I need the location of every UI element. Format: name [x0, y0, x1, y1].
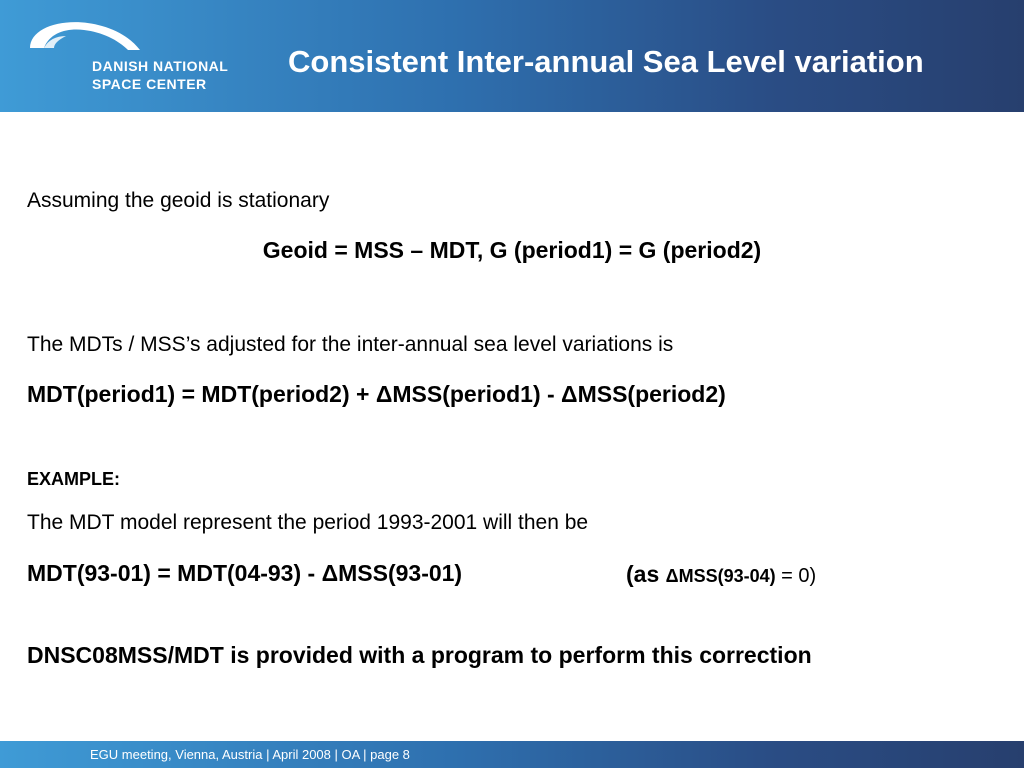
example-formula: MDT(93-01) = MDT(04-93) - ΔMSS(93-01) — [27, 560, 463, 586]
adjusted-intro-text: The MDTs / MSS’s adjusted for the inter-annual sea level variations is — [27, 333, 674, 356]
dome-logo-icon — [28, 18, 148, 58]
note-open: (as — [626, 561, 666, 587]
example-text: The MDT model represent the period 1993-2001 will then be — [27, 511, 589, 534]
slide-header — [0, 0, 1024, 112]
logo-text-line2: SPACE CENTER — [92, 76, 207, 92]
example-note — [626, 561, 816, 588]
note-tail: = 0) — [775, 565, 817, 587]
note-term: ΔMSS(93-04) — [665, 566, 776, 586]
assumption-text: Assuming the geoid is stationary — [27, 189, 330, 212]
example-label: EXAMPLE: — [27, 469, 121, 489]
slide-footer — [0, 741, 1024, 768]
dnsc-logo — [28, 18, 268, 98]
geoid-formula: Geoid = MSS – MDT, G (period1) = G (period2) — [262, 237, 762, 263]
conclusion-text: DNSC08MSS/MDT is provided with a program to perform this correction — [27, 642, 812, 668]
footer-text: EGU meeting, Vienna, Austria | April 2008 | OA | page 8 — [90, 747, 410, 762]
logo-text-line1: DANISH NATIONAL — [92, 58, 229, 74]
adjusted-formula: MDT(period1) = MDT(period2) + ΔMSS(period1) - ΔMSS(period2) — [27, 381, 726, 407]
slide-title: Consistent Inter-annual Sea Level variation — [288, 44, 924, 79]
